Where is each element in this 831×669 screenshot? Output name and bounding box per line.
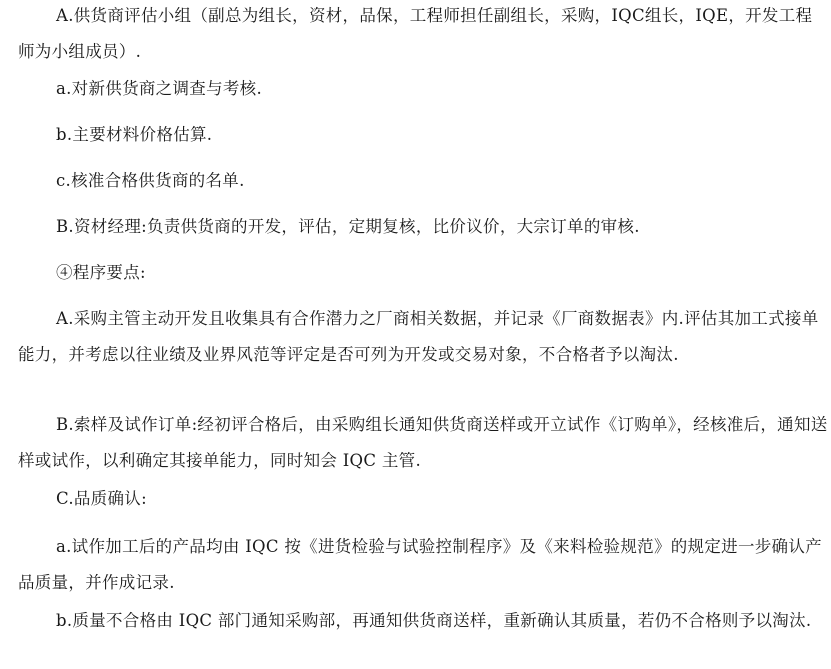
section-heading-procedure-points: ④程序要点:: [56, 263, 146, 282]
paragraph-item-c-approved-list: c.核准合格供货商的名单.: [56, 171, 245, 190]
paragraph-evaluation-team: A.供货商评估小组（副总为组长，资材，品保，工程师担任副组长，采购，IQC组长，IQE，开发工程师为小组成员）.: [18, 6, 813, 61]
paragraph-sample-trial-order: B.索样及试作订单:经初评合格后，由采购组长通知供货商送样或开立试作《订购单》，经核准后，通知送样或试作，以利确定其接单能力，同时知会 IQC 主管.: [18, 415, 828, 470]
paragraph-materials-manager: B.资材经理:负责供货商的开发，评估，定期复核，比价议价，大宗订单的审核.: [56, 217, 640, 236]
paragraph-quality-item-b: b.质量不合格由 IQC 部门通知采购部，再通知供货商送样，重新确认其质量，若仍不合格则予以淘汰.: [56, 611, 812, 630]
paragraph-quality-confirmation: C.品质确认:: [56, 489, 147, 508]
paragraph-item-a-survey: a.对新供货商之调查与考核.: [56, 79, 263, 98]
paragraph-supplier-development: A.采购主管主动开发且收集具有合作潜力之厂商相关数据，并记录《厂商数据表》内.评估其加工式接单能力，并考虑以往业绩及业界风范等评定是否可列为开发或交易对象，不合格者予以淘汰.: [18, 309, 819, 364]
paragraph-item-b-price-estimate: b.主要材料价格估算.: [56, 125, 213, 144]
paragraph-quality-item-a: a.试作加工后的产品均由 IQC 按《进货检验与试验控制程序》及《来料检验规范》的规定进一步确认产品质量，并作成记录.: [18, 537, 822, 592]
